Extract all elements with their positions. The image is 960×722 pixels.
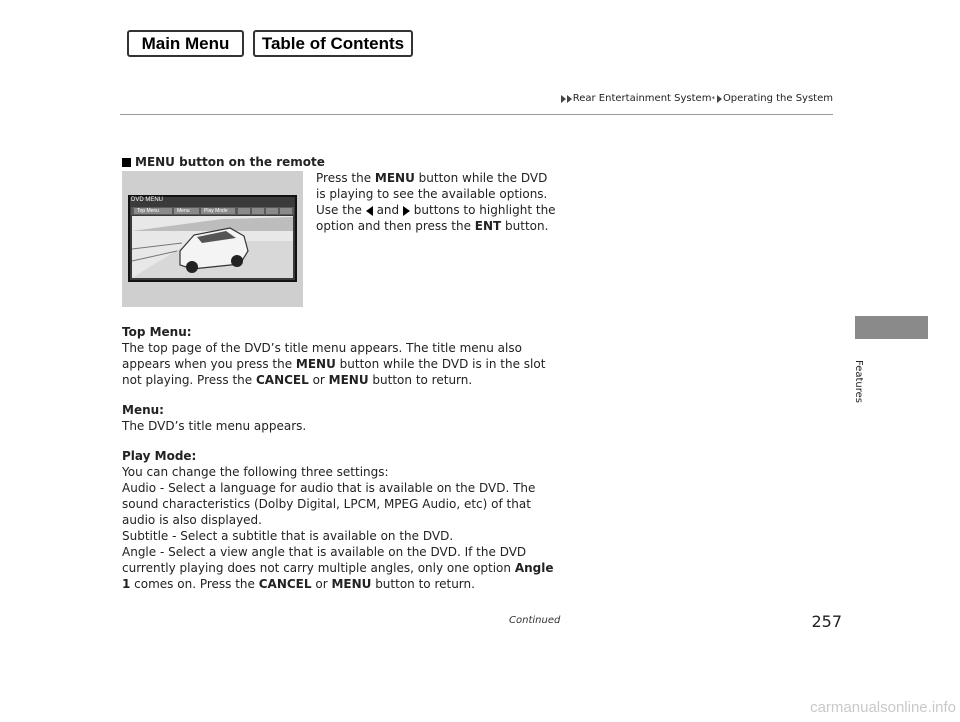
breadcrumb-arrow-icon [717,95,722,103]
intro-text: and [372,203,403,217]
menu-keyword: MENU [374,171,415,185]
play-mode-angle: Angle - Select a view angle that is available on the DVD. If the DVD currently playing does not carry multiple angles, only one option Angle 1 comes on. Press the CANCEL or MENU button to return. [122,545,554,591]
section-title-text: MENU button on the remote [135,155,325,169]
play-mode-heading: Play Mode: [122,449,197,463]
page-number: 257 [811,612,842,631]
menu-text: The DVD’s title menu appears. [122,419,307,433]
breadcrumb-arrow-icon [567,95,572,103]
play-mode-subtitle: Subtitle - Select a subtitle that is available on the DVD. [122,529,454,543]
left-arrow-icon [366,206,373,216]
breadcrumb-marker: * [711,94,715,103]
features-tab[interactable] [855,316,928,339]
features-tab-label: Features [853,360,864,403]
watermark: carmanualsonline.info [810,699,956,716]
square-bullet-icon [122,158,131,167]
menu-heading: Menu: [122,403,164,417]
right-arrow-icon [403,206,410,216]
dvd-menu-illustration [122,171,303,307]
breadcrumb-section[interactable]: Rear Entertainment System [572,93,712,104]
intro-text: Press the [316,171,375,185]
play-mode-intro: You can change the following three settings: [122,465,389,479]
section-title [122,155,325,169]
main-menu-button[interactable]: Main Menu [127,30,244,57]
dvd-menu-screen-title: DVD MENU [131,197,164,203]
play-mode-block [122,448,562,592]
dvd-tab-play-mode: Play Mode [204,208,228,214]
intro-paragraph [316,170,556,234]
ent-keyword: ENT [474,219,502,233]
menu-block [122,402,562,434]
intro-text: button. [501,219,549,233]
breadcrumb [561,93,833,104]
breadcrumb-topic: Operating the System [722,93,833,104]
intro-text: button while the DVD is playing to see the available options. Use the [316,171,548,217]
play-mode-audio: Audio - Select a language for audio that is available on the DVD. The sound characteristics (Dolby Digital, LPCM, MPEG Audio, etc) of that audio is also displayed. [122,481,536,527]
table-of-contents-button[interactable]: Table of Contents [253,30,413,57]
dvd-screen-graphic [122,171,303,307]
intro-text: buttons to highlight the option and then press the [316,203,556,233]
continued-label: Continued [509,615,561,626]
top-menu-block [122,324,562,388]
top-menu-text: The top page of the DVD’s title menu appears. The title menu also appears when you press the MENU button while the DVD is in the slot not playing. Press the CANCEL or MENU button to return. [122,341,546,387]
dvd-tab-top-menu: Top Menu [137,208,159,214]
dvd-tab-menu: Menu [177,208,190,214]
header-rule [120,114,833,115]
breadcrumb-arrow-icon [561,95,566,103]
top-menu-heading: Top Menu: [122,325,192,339]
